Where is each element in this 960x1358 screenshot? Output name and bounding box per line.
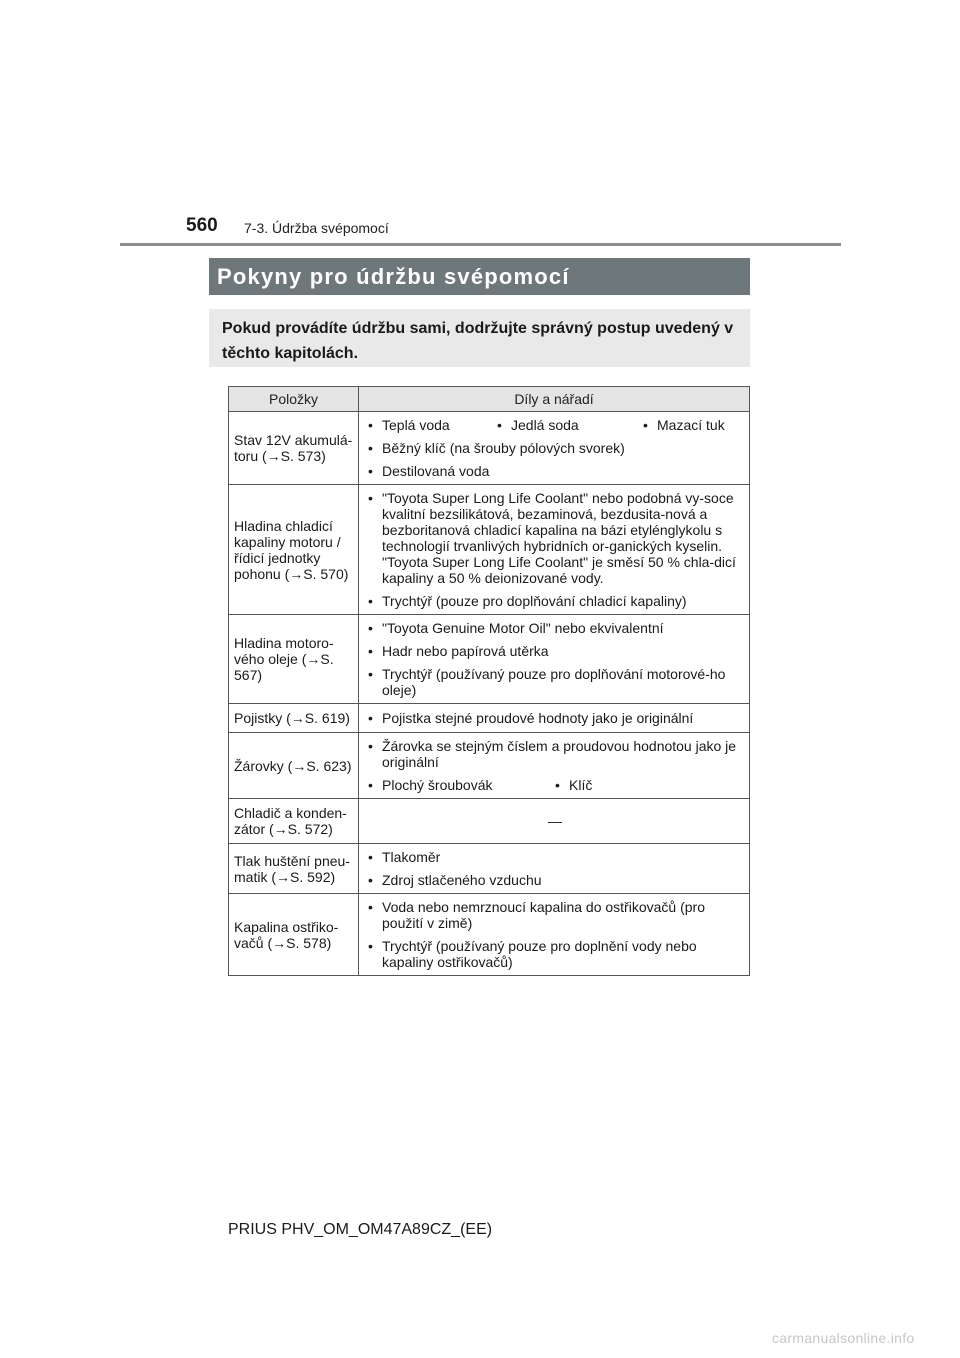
table-row	[229, 615, 750, 704]
list-item: • Destilovaná voda	[365, 463, 745, 479]
list-item: • Pojistka stejné proudové hodnoty jako je originální	[365, 710, 745, 726]
column-header-items: Položky	[229, 387, 359, 412]
table-row	[229, 485, 750, 615]
document-code: PRIUS PHV_OM_OM47A89CZ_(EE)	[228, 1221, 493, 1238]
table-header-row	[229, 387, 750, 412]
table-row	[229, 412, 750, 485]
list-item: • Tlakoměr	[365, 849, 745, 865]
item-cell: Pojistky (→S. 619)	[229, 704, 359, 733]
item-cell: Kapalina ostřiko-vačů (→S. 578)	[229, 894, 359, 976]
page-title: Pokyny pro údržbu svépomocí	[217, 263, 570, 289]
list-item: • Trychtýř (pouze pro doplňování chladicí kapaliny)	[365, 593, 745, 609]
tools-cell	[359, 704, 750, 733]
table-row	[229, 799, 750, 844]
table-row	[229, 733, 750, 799]
table-row	[229, 704, 750, 733]
tools-cell	[359, 485, 750, 615]
tools-cell	[359, 412, 750, 485]
section-label: 7-3. Údržba svépomocí	[244, 220, 389, 236]
item-cell: Hladina chladicí kapaliny motoru /řídicí jednotky pohonu (→S. 570)	[229, 485, 359, 615]
tools-cell	[359, 733, 750, 799]
item-cell: Stav 12V akumulá-toru (→S. 573)	[229, 412, 359, 485]
list-item: • "Toyota Genuine Motor Oil" nebo ekvivalentní	[365, 620, 745, 636]
list-item-text: • "Toyota Super Long Life Coolant" nebo podobná vy-soce kvalitní bezsilikátová, bezaminová, bezdusita-nová a bezboritanová chladicí kapalina na bázi etylénglykolu s technologií trvanlivých hybridních or-ganických kyselin.	[382, 490, 734, 554]
list-item: • Trychtýř (používaný pouze pro doplnění vody nebo kapaliny ostřikovačů)	[365, 938, 745, 970]
item-cell: Tlak huštění pneu-matik (→S. 592)	[229, 844, 359, 894]
list-item	[365, 490, 745, 586]
list-item-note: "Toyota Super Long Life Coolant" je směsí 50 % chla-dicí kapaliny a 50 % deionizované vody.	[382, 554, 736, 586]
list-item	[365, 777, 745, 793]
list-item: • Zdroj stlačeného vzduchu	[365, 872, 745, 888]
intro-text: Pokud provádíte údržbu sami, dodržujte správný postup uvedený v těchto kapitolách.	[222, 320, 734, 362]
table-row	[229, 894, 750, 976]
page-number: 560	[186, 215, 218, 236]
watermark: carmanualsonline.info	[772, 1330, 915, 1346]
list-item	[365, 417, 745, 433]
intro-box	[209, 309, 750, 367]
item-cell: Žárovky (→S. 623)	[229, 733, 359, 799]
inline-item: • Mazací tuk	[643, 417, 725, 433]
empty-dash-cell: —	[359, 799, 750, 844]
list-item: • Žárovka se stejným číslem a proudovou hodnotou jako je originální	[365, 738, 745, 770]
column-header-parts: Díly a nářadí	[359, 387, 750, 412]
inline-item: • Klíč	[555, 777, 593, 793]
header-rule	[120, 243, 841, 246]
list-item: • Voda nebo nemrznoucí kapalina do ostřikovačů (pro použití v zimě)	[365, 899, 745, 931]
tools-cell	[359, 615, 750, 704]
parts-table	[228, 386, 750, 976]
item-cell: Hladina motoro-vého oleje (→S. 567)	[229, 615, 359, 704]
inline-item: • Plochý šroubovák	[382, 777, 493, 793]
list-item: • Trychtýř (používaný pouze pro doplňování motorové-ho oleje)	[365, 666, 745, 698]
tools-cell	[359, 894, 750, 976]
title-bar	[209, 258, 750, 295]
table-row	[229, 844, 750, 894]
inline-item: • Teplá voda	[382, 417, 450, 433]
item-cell: Chladič a konden-zátor (→S. 572)	[229, 799, 359, 844]
list-item: • Hadr nebo papírová utěrka	[365, 643, 745, 659]
tools-cell	[359, 844, 750, 894]
list-item: • Běžný klíč (na šrouby pólových svorek)	[365, 440, 745, 456]
inline-item: • Jedlá soda	[497, 417, 579, 433]
